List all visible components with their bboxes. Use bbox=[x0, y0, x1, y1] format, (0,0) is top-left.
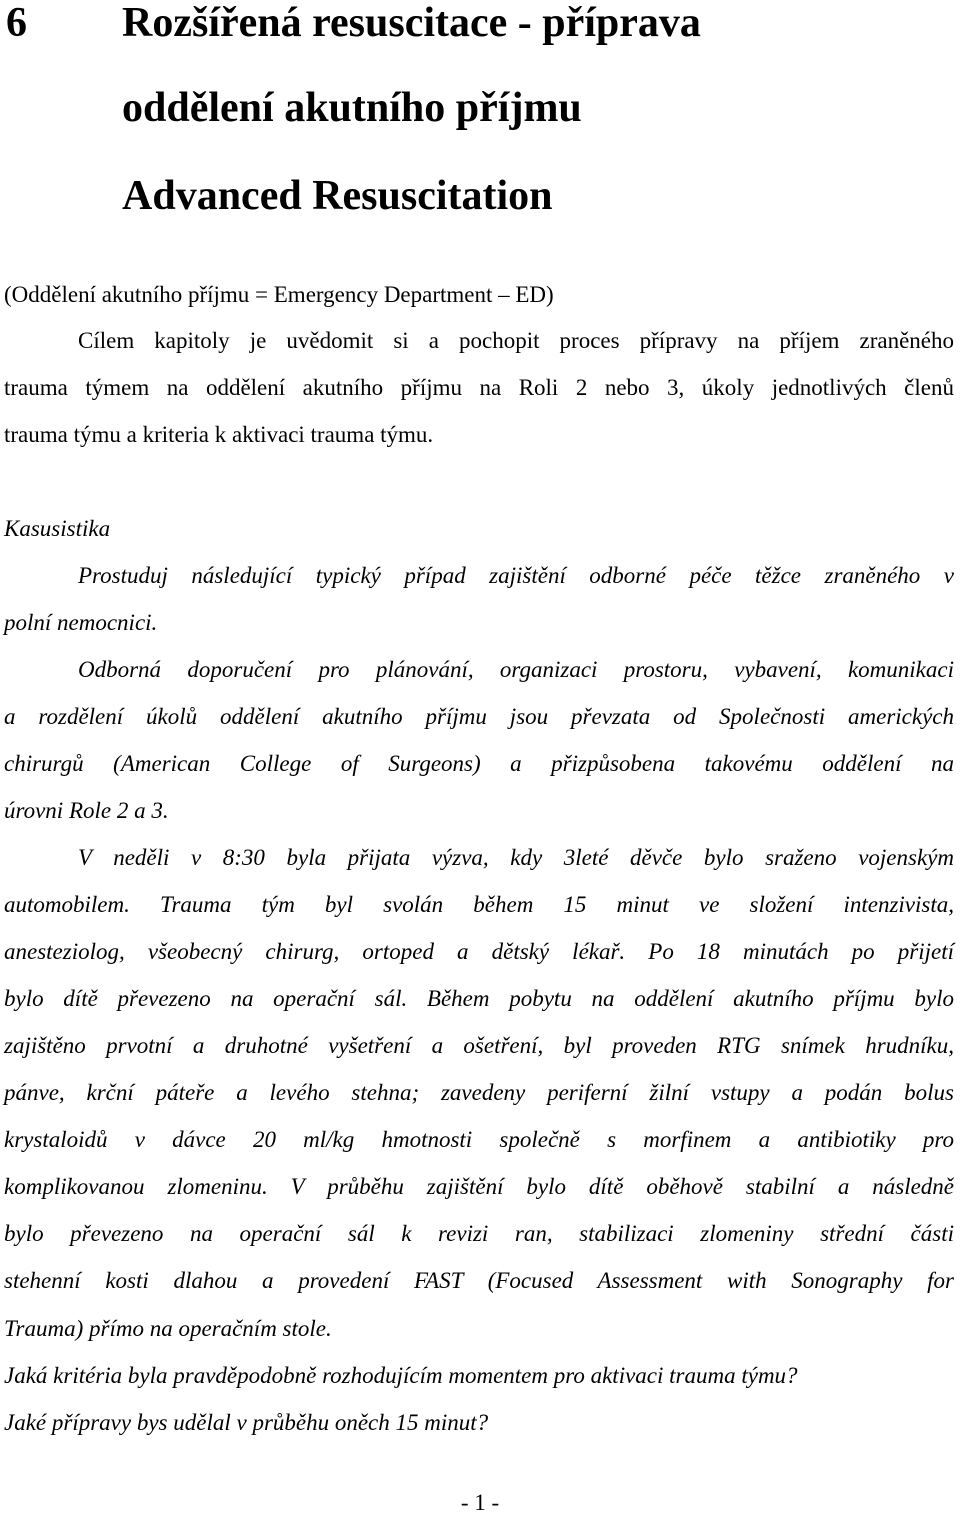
narrative-line-2: automobilem. Trauma tým byl svolán během 15 minut ve složení intenzivista, bbox=[4, 892, 954, 917]
narrative-line-1: V neděli v 8:30 byla přijata výzva, kdy 3leté děvče bylo sraženo vojenským bbox=[78, 845, 954, 870]
question-1: Jaká kritéria byla pravděpodobně rozhodujícím momentem pro aktivaci trauma týmu? bbox=[4, 1363, 798, 1388]
recommendation-line-2: a rozdělení úkolů oddělení akutního příjmu jsou převzata od Společnosti amerických bbox=[4, 704, 954, 729]
narrative-line-3: anesteziolog, všeobecný chirurg, ortoped a dětský lékař. Po 18 minutách po přijetí bbox=[4, 939, 954, 964]
narrative-line-8: komplikovanou zlomeninu. V průběhu zajištění bylo dítě oběhově stabilní a následně bbox=[4, 1174, 954, 1199]
chapter-title-line-1: Rozšířená resuscitace - příprava bbox=[122, 0, 701, 46]
narrative-line-4: bylo dítě převezeno na operační sál. Během pobytu na oddělení akutního příjmu bylo bbox=[4, 986, 954, 1011]
page-number: - 1 - bbox=[460, 1490, 500, 1515]
recommendation-line-1: Odborná doporučení pro plánování, organizaci prostoru, vybavení, komunikaci bbox=[78, 657, 954, 682]
case-heading: Kasusistika bbox=[4, 516, 111, 541]
intro-line-1: Cílem kapitoly je uvědomit si a pochopit proces přípravy na příjem zraněného bbox=[78, 328, 954, 353]
narrative-line-9: bylo převezeno na operační sál k revizi ran, stabilizaci zlomeniny střední části bbox=[4, 1221, 954, 1246]
ed-abbreviation-note: (Oddělení akutního příjmu = Emergency Department – ED) bbox=[4, 282, 554, 307]
chapter-title-line-3: Advanced Resuscitation bbox=[122, 173, 553, 219]
recommendation-line-3: chirurgů (American College of Surgeons) a přizpůsobena takovému oddělení na bbox=[4, 751, 954, 776]
chapter-title-line-2: oddělení akutního příjmu bbox=[122, 85, 582, 131]
recommendation-line-4: úrovni Role 2 a 3. bbox=[4, 798, 169, 823]
chapter-number: 6 bbox=[6, 0, 27, 46]
narrative-line-5: zajištěno prvotní a druhotné vyšetření a ošetření, byl proveden RTG snímek hrudníku, bbox=[4, 1033, 954, 1058]
narrative-line-10: stehenní kosti dlahou a provedení FAST (Focused Assessment with Sonography for bbox=[4, 1268, 954, 1293]
question-2: Jaké přípravy bys udělal v průběhu oněch 15 minut? bbox=[4, 1410, 489, 1435]
narrative-line-7: krystaloidů v dávce 20 ml/kg hmotnosti společně s morfinem a antibiotiky pro bbox=[4, 1127, 954, 1152]
intro-line-2: trauma týmem na oddělení akutního příjmu na Roli 2 nebo 3, úkoly jednotlivých členů bbox=[4, 375, 954, 400]
intro-line-3: trauma týmu a kriteria k aktivaci trauma týmu. bbox=[4, 422, 434, 447]
case-prompt-line-1: Prostuduj následující typický případ zajištění odborné péče těžce zraněného v bbox=[78, 563, 954, 588]
narrative-line-6: pánve, krční páteře a levého stehna; zavedeny periferní žilní vstupy a podán bolus bbox=[4, 1080, 954, 1105]
case-prompt-line-2: polní nemocnici. bbox=[4, 610, 158, 635]
narrative-line-11: Trauma) přímo na operačním stole. bbox=[4, 1316, 332, 1341]
